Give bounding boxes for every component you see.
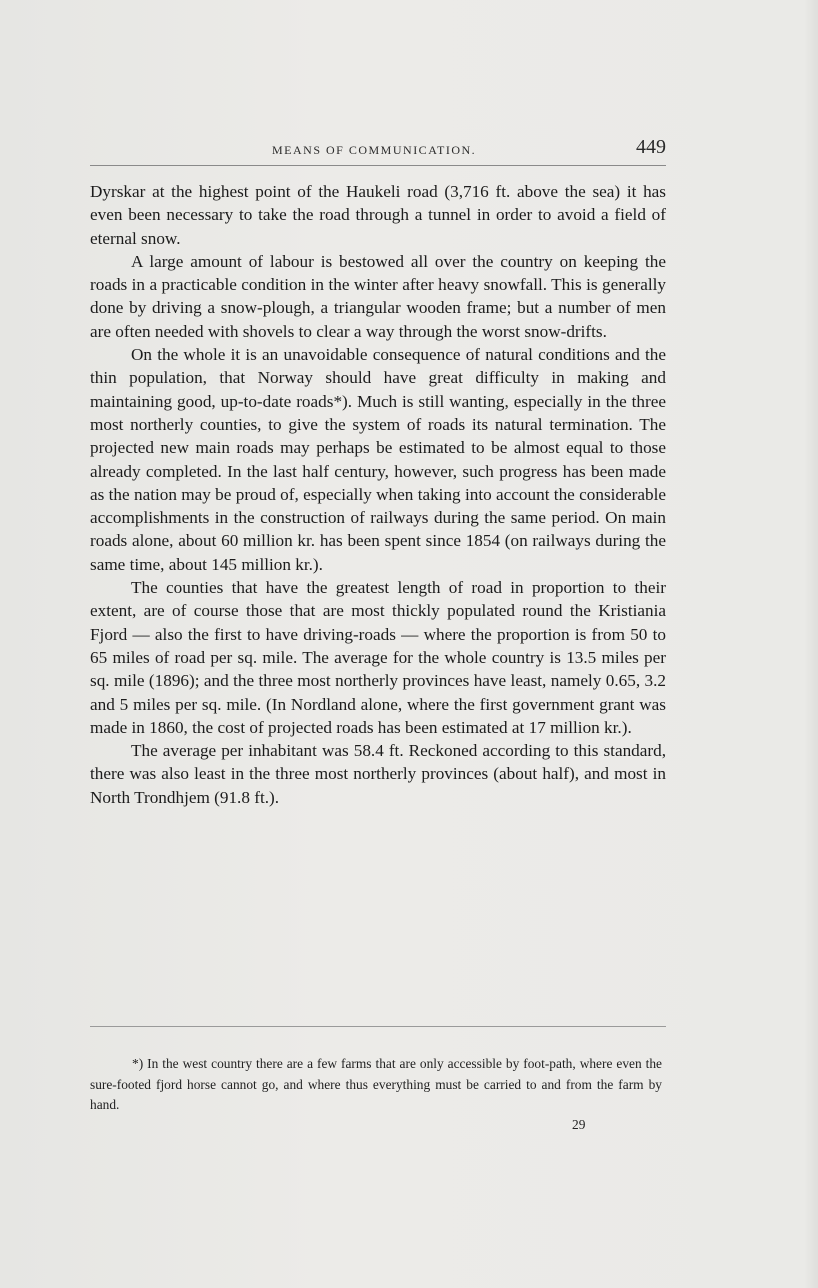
running-title: MEANS OF COMMUNICATION. <box>272 143 477 157</box>
paragraph-snow-clearing: A large amount of labour is bestowed all over the country on keeping the roads in a practicable condition in the winter after heavy snowfall. This is generally done by driving a snow-plough, a triangular wooden frame; but a number of men are often needed with shovels to clear a way through the worst snow-drifts. <box>90 251 666 341</box>
paragraph-average-per-inhabitant: The average per inhabitant was 58.4 ft. Reckoned according to this standard, there was also least in the three most northerly provinces (about half), and most in North Trondhjem (91.8 ft.). <box>90 741 666 807</box>
paragraph-road-difficulty: On the whole it is an unavoidable consequence of natural conditions and the thin population, that Norway should have great difficulty in making and maintaining good, up-to-date roads*). Much is still wanting, especially in the three most northerly counties, to give the system of roads its natural termination. The projected new main roads may perhaps be estimated to be almost equal to those already completed. In the last half century, however, such progress has been made as the nation may be proud of, especially when taking into account the considerable accomplishments in the construction of railways during the same period. On main roads alone, about 60 million kr. has been spent since 1854 (on railways during the same time, about 145 million kr.). <box>90 345 666 574</box>
page-number: 449 <box>636 136 666 158</box>
paragraph-continued: Dyrskar at the highest point of the Haukeli road (3,716 ft. above the sea) it has even been necessary to take the road through a tunnel in order to avoid a field of eternal snow. <box>90 182 666 248</box>
body-text <box>90 180 666 809</box>
footnote-rule <box>90 1026 666 1027</box>
header-rule <box>90 165 666 166</box>
running-head <box>90 136 666 166</box>
footnote: *) In the west country there are a few farms that are only accessible by foot-path, where even the sure-footed fjord horse cannot go, and where thus everything must be carried to and from the farm by hand. <box>90 1056 662 1112</box>
signature-mark: 29 <box>572 1117 586 1132</box>
paragraph-county-road-length: The counties that have the greatest length of road in proportion to their extent, are of course those that are most thickly populated round the Kristiania Fjord — also the first to have driving-roads — where the proportion is from 50 to 65 miles of road per sq. mile. The average for the whole country is 13.5 miles per sq. mile (1896); and the three most northerly provinces have least, namely 0.65, 3.2 and 5 miles per sq. mile. (In Nordland alone, where the first government grant was made in 1860, the cost of projected roads has been estimated at 17 million kr.). <box>90 578 666 737</box>
page-edge-shadow <box>804 0 818 1288</box>
